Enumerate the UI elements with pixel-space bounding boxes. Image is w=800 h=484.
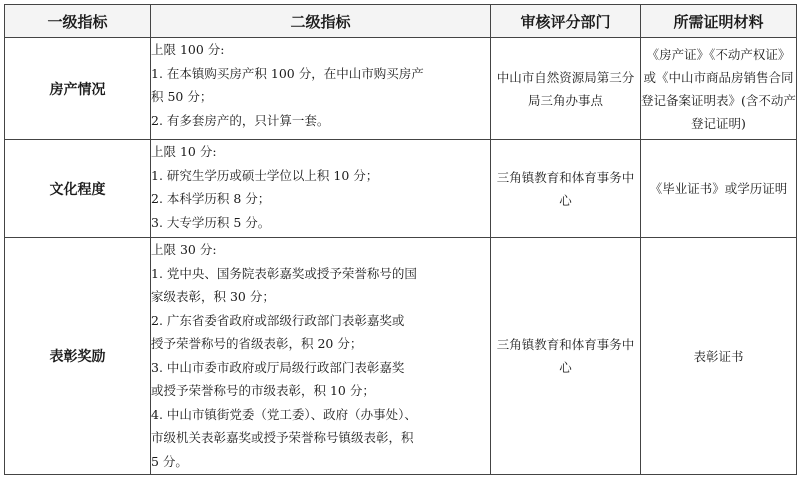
table-row xyxy=(5,140,797,238)
proof-cell: 《毕业证书》或学历证明 xyxy=(641,140,797,238)
dept-cell: 三角镇教育和体育事务中心 xyxy=(491,238,641,475)
criteria-line: 上限 10 分: xyxy=(151,144,217,159)
header-dept: 审核评分部门 xyxy=(491,5,641,38)
proof-cell: 表彰证书 xyxy=(641,238,797,475)
criteria-line: 3. 中山市委市政府或厅局级行政部门表彰嘉奖 xyxy=(151,359,405,375)
level2-cell xyxy=(151,140,491,238)
level2-cell xyxy=(151,238,491,475)
table-row xyxy=(5,238,797,475)
criteria-line: 2. 广东省委省政府或部级行政部门表彰嘉奖或 xyxy=(151,312,405,328)
criteria-line: 上限 100 分: xyxy=(151,42,225,57)
criteria-line: 市级机关表彰嘉奖或授予荣誉称号镇级表彰，积 xyxy=(151,430,414,445)
criteria-line: 或授予荣誉称号的市级表彰，积 10 分； xyxy=(151,383,375,398)
table-row xyxy=(5,38,797,140)
header-row xyxy=(5,5,797,38)
criteria-line: 1. 在本镇购买房产积 100 分，在中山市购买房产 xyxy=(151,65,424,81)
header-level1: 一级指标 xyxy=(5,5,151,38)
criteria-line: 5 分。 xyxy=(151,453,188,469)
header-proof: 所需证明材料 xyxy=(641,5,797,38)
criteria-line: 3. 大专学历积 5 分。 xyxy=(151,214,271,230)
criteria-line: 1. 党中央、国务院表彰嘉奖或授予荣誉称号的国 xyxy=(151,265,417,281)
level1-cell: 房产情况 xyxy=(5,38,151,140)
criteria-line: 积 50 分； xyxy=(151,89,213,104)
criteria-line: 2. 有多套房产的，只计算一套。 xyxy=(151,112,330,128)
level1-cell: 文化程度 xyxy=(5,140,151,238)
criteria-line: 授予荣誉称号的省级表彰，积 20 分； xyxy=(151,336,363,351)
dept-cell: 三角镇教育和体育事务中心 xyxy=(491,140,641,238)
criteria-line: 上限 30 分: xyxy=(151,242,217,257)
criteria-line: 家级表彰，积 30 分； xyxy=(151,289,275,304)
criteria-line: 2. 本科学历积 8 分； xyxy=(151,191,271,206)
criteria-line: 1. 研究生学历或硕士学位以上积 10 分； xyxy=(151,167,379,183)
proof-cell: 《房产证》《不动产权证》或《中山市商品房销售合同登记备案证明表》(含不动产登记证明) xyxy=(641,38,797,140)
header-level2: 二级指标 xyxy=(151,5,491,38)
level2-cell xyxy=(151,38,491,140)
scoring-table xyxy=(4,4,797,475)
criteria-line: 4. 中山市镇街党委（党工委）、政府（办事处）、 xyxy=(151,406,417,422)
level1-cell: 表彰奖励 xyxy=(5,238,151,475)
dept-cell: 中山市自然资源局第三分局三角办事点 xyxy=(491,38,641,140)
